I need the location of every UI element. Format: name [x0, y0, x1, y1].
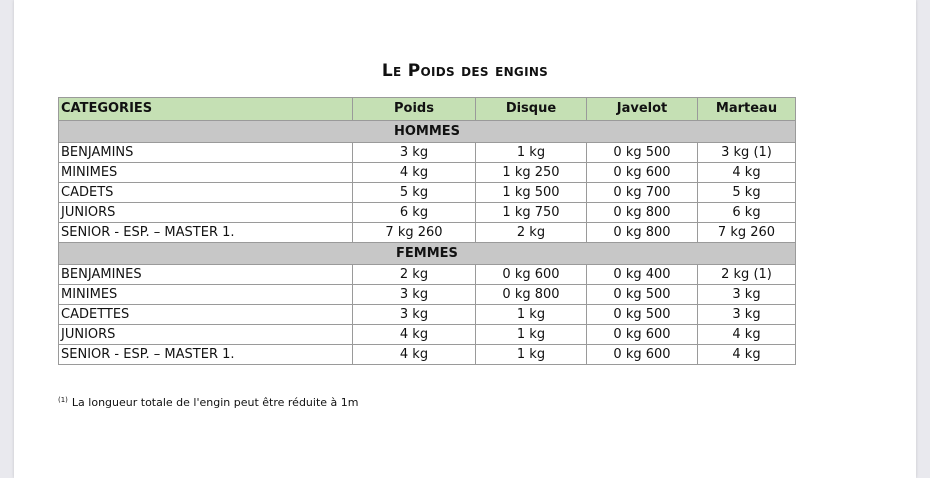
disque-cell: 0 kg 600: [476, 265, 587, 285]
disque-cell: 1 kg: [476, 345, 587, 365]
marteau-cell: 7 kg 260: [698, 223, 796, 243]
disque-cell: 1 kg 250: [476, 163, 587, 183]
category-cell: JUNIORS: [59, 203, 353, 223]
table-row: [59, 265, 796, 285]
category-cell: SENIOR - ESP. – MASTER 1.: [59, 223, 353, 243]
marteau-cell: 5 kg: [698, 183, 796, 203]
table-row: [59, 285, 796, 305]
poids-cell: 2 kg: [353, 265, 476, 285]
marteau-cell: 4 kg: [698, 325, 796, 345]
poids-cell: 3 kg: [353, 143, 476, 163]
table-row: [59, 163, 796, 183]
category-cell: MINIMES: [59, 163, 353, 183]
footnote-marker: (1): [58, 396, 68, 404]
javelot-cell: 0 kg 800: [587, 223, 698, 243]
marteau-cell: 3 kg (1): [698, 143, 796, 163]
javelot-cell: 0 kg 600: [587, 325, 698, 345]
marteau-cell: 6 kg: [698, 203, 796, 223]
javelot-cell: 0 kg 500: [587, 143, 698, 163]
section-label: FEMMES: [59, 243, 796, 265]
disque-cell: 1 kg 750: [476, 203, 587, 223]
category-cell: JUNIORS: [59, 325, 353, 345]
disque-cell: 1 kg: [476, 325, 587, 345]
category-cell: BENJAMINS: [59, 143, 353, 163]
marteau-cell: 3 kg: [698, 305, 796, 325]
javelot-cell: 0 kg 500: [587, 305, 698, 325]
poids-cell: 6 kg: [353, 203, 476, 223]
disque-cell: 1 kg 500: [476, 183, 587, 203]
category-cell: SENIOR - ESP. – MASTER 1.: [59, 345, 353, 365]
disque-cell: 0 kg 800: [476, 285, 587, 305]
table-row: [59, 143, 796, 163]
disque-cell: 1 kg: [476, 143, 587, 163]
javelot-cell: 0 kg 600: [587, 163, 698, 183]
marteau-cell: 4 kg: [698, 163, 796, 183]
table-row: [59, 223, 796, 243]
header-marteau: Marteau: [698, 98, 796, 121]
table-header-row: [59, 98, 796, 121]
marteau-cell: 2 kg (1): [698, 265, 796, 285]
category-cell: BENJAMINES: [59, 265, 353, 285]
table-row: [59, 183, 796, 203]
section-row: [59, 243, 796, 265]
table-row: [59, 305, 796, 325]
document-page: [14, 0, 916, 478]
poids-cell: 4 kg: [353, 163, 476, 183]
footnote: [58, 396, 359, 409]
header-disque: Disque: [476, 98, 587, 121]
disque-cell: 1 kg: [476, 305, 587, 325]
table-row: [59, 325, 796, 345]
javelot-cell: 0 kg 700: [587, 183, 698, 203]
section-label: HOMMES: [59, 121, 796, 143]
poids-cell: 7 kg 260: [353, 223, 476, 243]
poids-cell: 3 kg: [353, 285, 476, 305]
table-row: [59, 203, 796, 223]
page-title: Le Poids des engins: [381, 61, 549, 81]
category-cell: MINIMES: [59, 285, 353, 305]
javelot-cell: 0 kg 800: [587, 203, 698, 223]
footnote-text: La longueur totale de l'engin peut être réduite à 1m: [71, 396, 359, 409]
table-body: [59, 121, 796, 365]
javelot-cell: 0 kg 600: [587, 345, 698, 365]
header-javelot: Javelot: [587, 98, 698, 121]
marteau-cell: 3 kg: [698, 285, 796, 305]
disque-cell: 2 kg: [476, 223, 587, 243]
javelot-cell: 0 kg 400: [587, 265, 698, 285]
category-cell: CADETS: [59, 183, 353, 203]
header-poids: Poids: [353, 98, 476, 121]
poids-cell: 3 kg: [353, 305, 476, 325]
category-cell: CADETTES: [59, 305, 353, 325]
section-row: [59, 121, 796, 143]
poids-cell: 5 kg: [353, 183, 476, 203]
header-categories: CATEGORIES: [59, 98, 353, 121]
weights-table: [58, 97, 796, 365]
poids-cell: 4 kg: [353, 345, 476, 365]
javelot-cell: 0 kg 500: [587, 285, 698, 305]
marteau-cell: 4 kg: [698, 345, 796, 365]
poids-cell: 4 kg: [353, 325, 476, 345]
table-row: [59, 345, 796, 365]
